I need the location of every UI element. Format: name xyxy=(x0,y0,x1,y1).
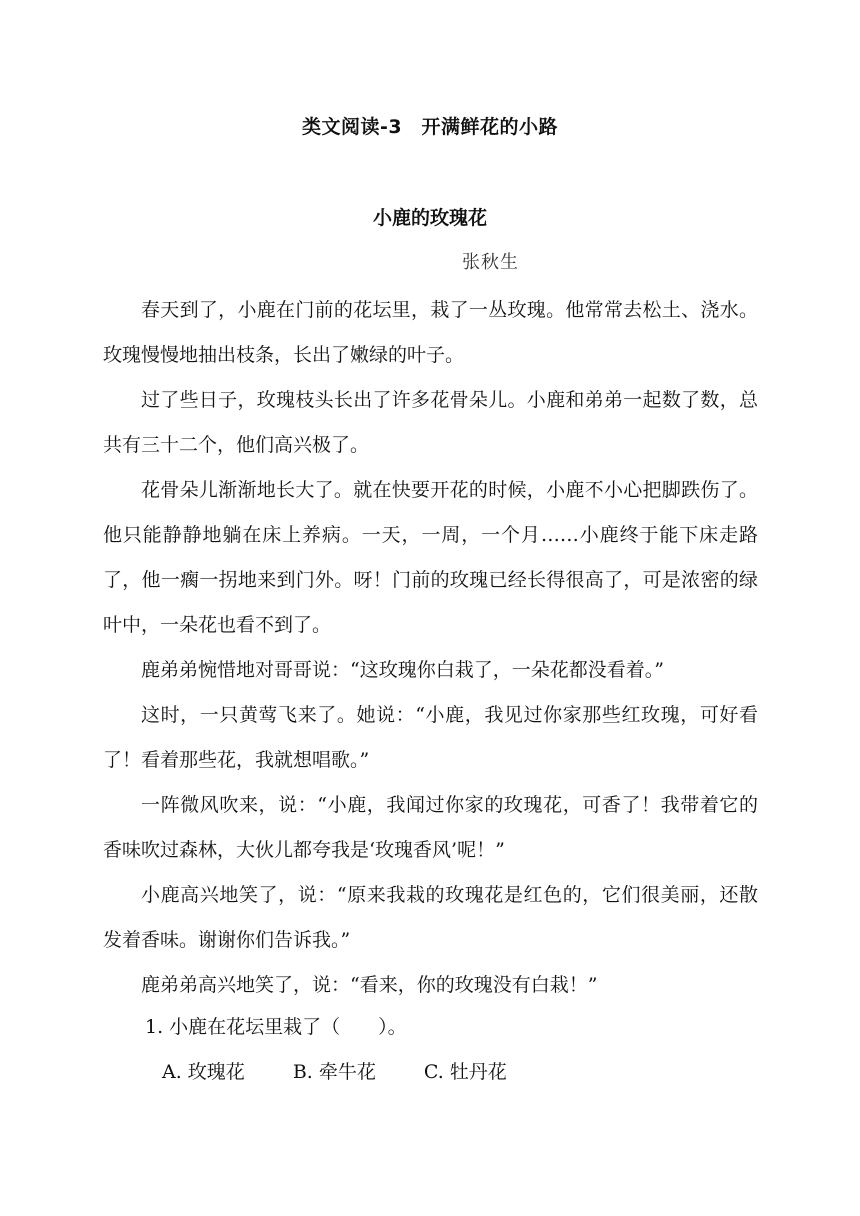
story-body xyxy=(103,288,758,1008)
story-paragraph: 这时，一只黄莺飞来了。她说：“小鹿，我见过你家那些红玫瑰，可好看了！看着那些花，我就想唱歌。” xyxy=(103,704,758,771)
story-paragraph: 花骨朵儿渐渐地长大了。就在快要开花的时候，小鹿不小心把脚跌伤了。他只能静静地躺在床上养病。一天，一周，一个月……小鹿终于能下床走路了，他一瘸一拐地来到门外。呀！门前的玫瑰已经长得很高了，可是浓密的绿叶中，一朵花也看不到了。 xyxy=(103,479,758,636)
option-c[interactable]: C. 牡丹花 xyxy=(423,1061,507,1083)
story-paragraph: 鹿弟弟惋惜地对哥哥说：“这玫瑰你白栽了，一朵花都没看着。” xyxy=(141,659,664,681)
option-b[interactable]: B. 牵牛花 xyxy=(292,1061,376,1083)
answer-options xyxy=(162,1057,555,1087)
story-paragraph: 小鹿高兴地笑了，说：“原来我栽的玫瑰花是红色的，它们很美丽，还散发着香味。谢谢你们告诉我。” xyxy=(103,884,758,951)
page-title: 类文阅读-3 开满鲜花的小路 xyxy=(301,116,559,138)
story-paragraph: 一阵微风吹来，说：“小鹿，我闻过你家的玫瑰花，可香了！我带着它的香味吹过森林，大伙儿都夸我是‘玫瑰香风’呢！” xyxy=(103,794,758,861)
story-paragraph: 鹿弟弟高兴地笑了，说：“看来，你的玫瑰没有白栽！” xyxy=(141,974,598,996)
story-paragraph: 过了些日子，玫瑰枝头长出了许多花骨朵儿。小鹿和弟弟一起数了数，总共有三十二个，他们高兴极了。 xyxy=(103,389,758,456)
story-paragraph: 春天到了，小鹿在门前的花坛里，栽了一丛玫瑰。他常常去松土、浇水。玫瑰慢慢地抽出枝条，长出了嫩绿的叶子。 xyxy=(103,299,758,366)
story-title: 小鹿的玫瑰花 xyxy=(372,207,487,229)
option-a[interactable]: A. 玫瑰花 xyxy=(162,1061,245,1083)
question-1: 1. 小鹿在花坛里栽了（ ）。 xyxy=(145,1016,407,1038)
story-author: 张秋生 xyxy=(462,252,519,273)
